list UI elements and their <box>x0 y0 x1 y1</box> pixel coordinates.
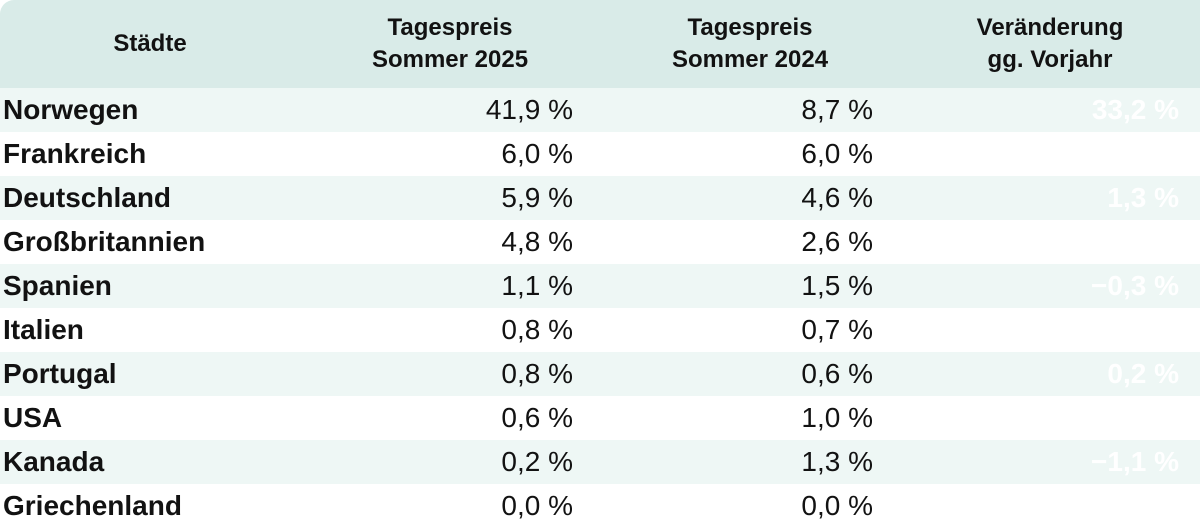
table-row <box>0 132 1200 176</box>
header-veraenderung <box>900 0 1200 88</box>
change-cell: 0,2 % <box>1107 358 1179 389</box>
header-staedte-line1: Städte <box>113 30 187 57</box>
change-cell <box>900 484 1200 528</box>
table-header <box>0 0 1200 88</box>
price-2025-cell: 0,2 % <box>501 446 573 477</box>
table-row <box>0 484 1200 528</box>
price-2024-cell: 6,0 % <box>801 138 873 169</box>
change-cell: 33,2 % <box>1091 94 1179 125</box>
header-tagespreis-2024-line1: Tagespreis <box>687 14 813 41</box>
table-row <box>0 264 1200 308</box>
header-tagespreis-2024 <box>600 0 900 88</box>
change-cell: 1,3 % <box>1107 182 1179 213</box>
table-row <box>0 440 1200 484</box>
price-2024-cell: 2,6 % <box>801 226 873 257</box>
country-cell: Norwegen <box>3 94 139 125</box>
country-cell: USA <box>3 402 63 433</box>
country-cell: Italien <box>3 314 84 345</box>
change-cell <box>900 308 1200 352</box>
country-cell: Spanien <box>3 270 112 301</box>
table-row <box>0 220 1200 264</box>
price-2025-cell: 1,1 % <box>501 270 573 301</box>
price-2025-cell: 0,8 % <box>501 314 573 345</box>
table-row <box>0 176 1200 220</box>
price-2024-cell: 1,0 % <box>801 402 873 433</box>
table-row <box>0 396 1200 440</box>
change-cell: −1,1 % <box>1091 446 1179 477</box>
price-2024-cell: 0,6 % <box>801 358 873 389</box>
header-tagespreis-2025-line1: Tagespreis <box>387 14 513 41</box>
price-2024-cell: 0,0 % <box>801 490 873 521</box>
price-2025-cell: 41,9 % <box>485 94 573 125</box>
header-tagespreis-2025 <box>300 0 600 88</box>
price-2025-cell: 5,9 % <box>501 182 573 213</box>
change-cell <box>900 396 1200 440</box>
header-tagespreis-2024-line2: Sommer 2024 <box>671 46 829 73</box>
price-2025-cell: 0,8 % <box>501 358 573 389</box>
change-cell <box>900 132 1200 176</box>
header-tagespreis-2025-line2: Sommer 2025 <box>371 46 529 73</box>
table-body <box>0 88 1200 528</box>
country-cell: Portugal <box>3 358 117 389</box>
country-cell: Frankreich <box>3 138 147 169</box>
country-cell: Großbritannien <box>3 226 206 257</box>
price-2024-cell: 4,6 % <box>801 182 873 213</box>
country-cell: Griechenland <box>3 490 182 521</box>
price-2024-cell: 0,7 % <box>801 314 873 345</box>
price-2024-cell: 1,5 % <box>801 270 873 301</box>
header-veraenderung-line2: gg. Vorjahr <box>987 46 1113 73</box>
table-row <box>0 88 1200 132</box>
price-2024-cell: 1,3 % <box>801 446 873 477</box>
table-row <box>0 308 1200 352</box>
header-staedte <box>0 0 300 88</box>
change-cell <box>900 220 1200 264</box>
price-2025-cell: 6,0 % <box>501 138 573 169</box>
price-2025-cell: 4,8 % <box>501 226 573 257</box>
change-cell: −0,3 % <box>1091 270 1179 301</box>
price-2025-cell: 0,6 % <box>501 402 573 433</box>
country-cell: Kanada <box>3 446 105 477</box>
price-2025-cell: 0,0 % <box>501 490 573 521</box>
price-2024-cell: 8,7 % <box>801 94 873 125</box>
header-veraenderung-line1: Veränderung <box>976 14 1124 41</box>
country-cell: Deutschland <box>3 182 172 213</box>
table-row <box>0 352 1200 396</box>
